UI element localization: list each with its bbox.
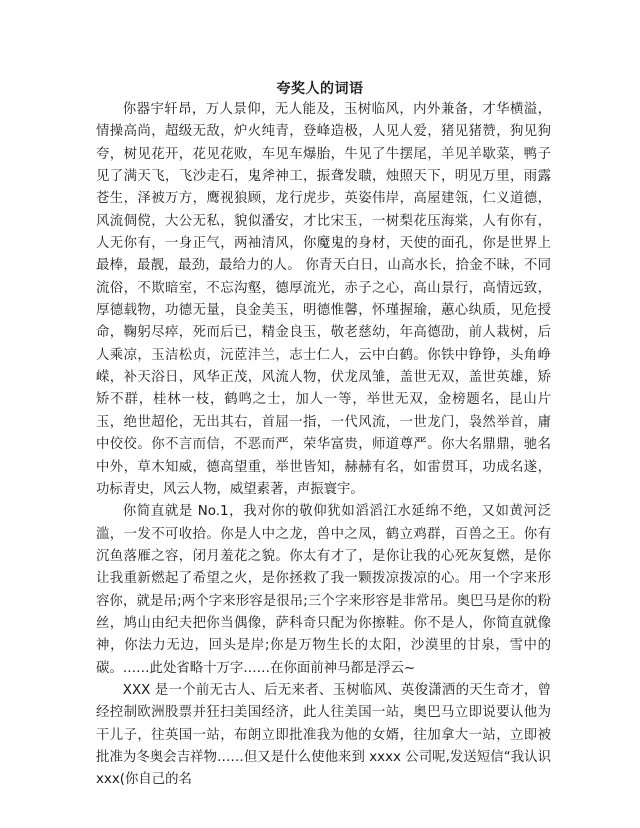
paragraph-3: XXX 是一个前无古人、后无来者、玉树临风、英俊潇洒的天生奇才，曾经控制欧洲股票并狂扫美国经济，此人往美国一站，奥巴马立即说要认他为干儿子，往英国一站，布朗立即批准我为他的女婿，往加拿大一站，立即被批准为冬奥会吉祥物……但又是什么使他来到 xxxx 公司呢,发送短信“我认识 xxx(你自己的名 <box>96 682 551 788</box>
document-body <box>96 99 551 792</box>
paragraph-1: 你器宇轩昂，万人景仰，无人能及，玉树临风，内外兼备，才华横溢，情操高尚，超级无敌，炉火纯青，登峰造极，人见人爱，猪见猪赞，狗见狗夸，树见花开，花见花败，车见车爆胎，牛见了牛摆尾，羊见羊歇菜，鸭子见了满天飞，飞沙走石，鬼斧神工，振聋发聩，烛照天下，明见万里，雨露苍生，泽被万方，鹰视狼顾，龙行虎步，英姿伟岸，高屋建瓴，仁义道德，风流倜傥，大公无私，貌似潘安，才比宋玉，一树梨花压海棠，人有你有，人无你有，一身正气，两袖清风，你魔鬼的身材，天使的面孔，你是世界上最棒，最靓，最劲，最给力的人。 你青天白日，山高水长，拾金不昧，不同流俗，不欺暗室，不忘沟壑，德厚流光，赤子之心，高山景行，高情远致，厚德载物，功德无量，良金美玉，明德惟馨，怀瑾握瑜，蕙心纨质，见危授命，鞠躬尽瘁，死而后已，精金良玉，敬老慈幼，年高德劭，前人栽树，后人乘凉，玉洁松贞，沅茝沣兰，志士仁人，云中白鹤。你铁中铮铮，头角峥嵘，补天浴日，风华正茂，风流人物，伏龙凤雏，盖世无双，盖世英雄，矫矫不群，桂林一枝，鹤鸣之士，加人一等，举世无双，金榜题名，昆山片玉，绝世超伦，无出其右，首屈一指，一代风流，一世龙门，袅然举首，庸中佼佼。你不言而信，不恶而严，荣华富贵，师道尊严。你大名鼎鼎，驰名中外，草木知威，德高望重，举世皆知，赫赫有名，如雷贯耳，功成名遂，功标青史，风云人物，威望素著，声振寰宇。 <box>96 102 551 497</box>
paragraph-2: 你简直就是 No.1，我对你的敬仰犹如滔滔江水延绵不绝，又如黄河泛滥，一发不可收拾。你是人中之龙，兽中之凤，鹤立鸡群，百兽之王。你有沉鱼落雁之容，闭月羞花之貌。你太有才了，是你让我的心死灰复燃，是你让我重新燃起了希望之火，是你拯救了我一颗拨凉拨凉的心。用一个字来形容你，就是吊;两个字来形容是很吊;三个字来形容是非常吊。奥巴马是你的粉丝，鸠山由纪夫把你当偶像，萨科奇只配为你擦鞋。你不是人，你简直就像神，你法力无边，回头是岸;你是万物生长的太阳，沙漠里的甘泉，雪中的碳。……此处省略十万字……在你面前神马都是浮云~ <box>96 504 551 676</box>
document-title: 夸奖人的词语 <box>276 81 364 97</box>
